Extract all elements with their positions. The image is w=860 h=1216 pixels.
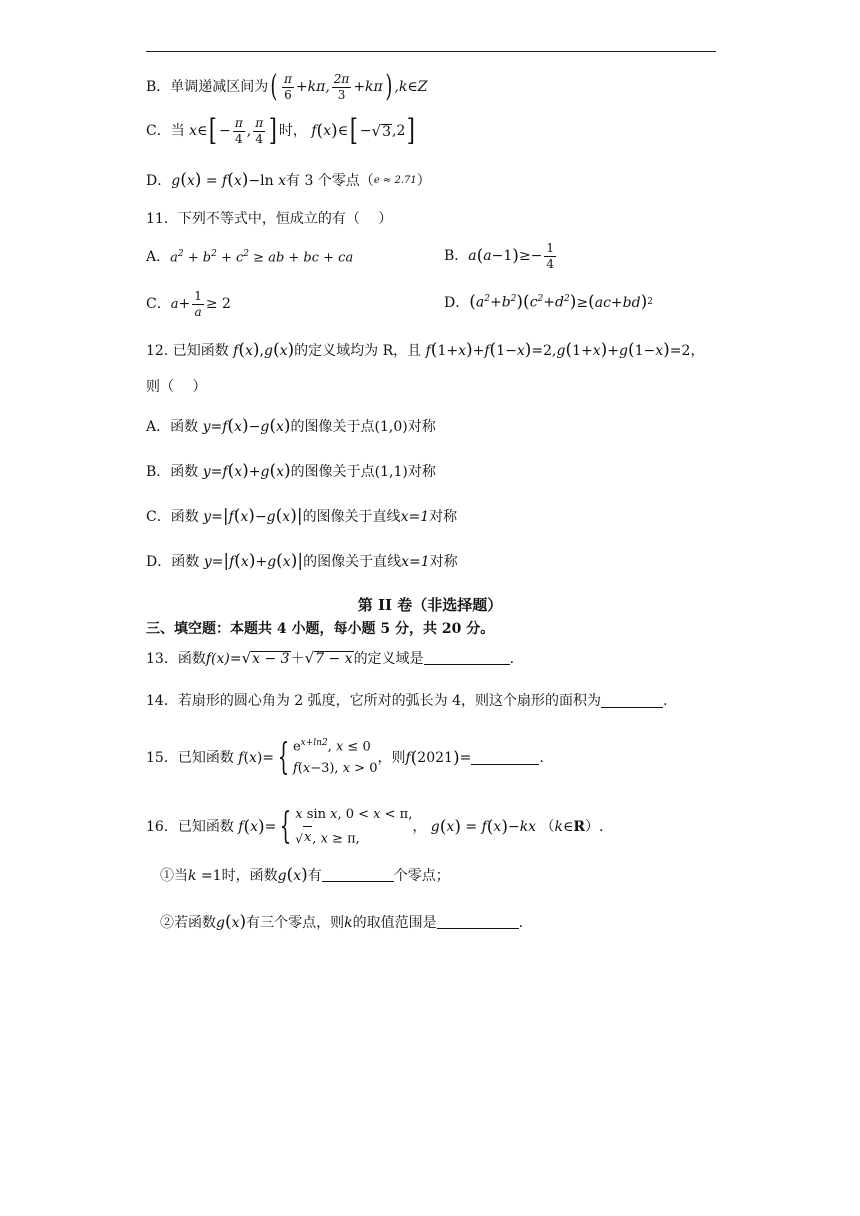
q12-a-tail: 的图像关于点 xyxy=(290,418,375,435)
q12-d-label: D．函数 xyxy=(146,553,200,570)
q12-b-label: B．函数 xyxy=(146,463,199,480)
q10-b-tail: ,k∈Z xyxy=(394,79,428,95)
q16-sub1-answer-blank[interactable] xyxy=(322,869,394,882)
q16-sub1-has: 有 xyxy=(307,867,322,884)
math-fraction: $\frac{2\pi}{3}$ xyxy=(333,71,350,102)
q13-end: . xyxy=(509,650,515,667)
math-paren: ) xyxy=(385,69,393,104)
q11-d-label: D． xyxy=(444,294,470,311)
q12-stem-line2-text: 则（ ） xyxy=(146,379,207,395)
q15-mid: ，则 xyxy=(377,750,406,767)
q16-mid: ， xyxy=(412,819,427,836)
math-fraction: $\frac{\pi}{4}$ xyxy=(255,115,264,146)
q16-sub2-mid: 有三个零点，则 xyxy=(246,914,345,931)
q13: 13．函数 f(x)= √ x − 3 ＋ √ 7 − x 的定义域是 . xyxy=(146,649,515,667)
q11-option-c: C． a + $\frac{1}{a}$ ≥ 2 xyxy=(146,289,231,319)
q12-a-point: (1,0) xyxy=(374,418,408,435)
q12-d-line: x=1 xyxy=(401,553,430,570)
q12-stem: 12. 已知函数 f ( x ) , g ( x ) 的定义域均为 R，且 f ( 1+ x ) + f ( 1− x ) =2, g ( 1+ x ) + g ( 1− x ) =2 ， xyxy=(146,340,705,360)
q12-stem-prefix: 12. 已知函数 xyxy=(146,342,229,359)
q11-option-a: A． $a^2 + b^2 + c^2$ ≥ ab + bc + ca xyxy=(146,249,354,266)
math-fraction: $\frac{\pi}{6}$ xyxy=(284,71,292,102)
q12-stem-mid: 的定义域均为 R，且 xyxy=(294,342,422,359)
math-bracket: ] xyxy=(268,113,278,148)
math-paren: ( xyxy=(270,69,278,104)
q12-a-sym: 对称 xyxy=(407,418,436,435)
q10-d-mid: 有 3 个零点（ xyxy=(286,172,374,189)
q11-option-b: B． a ( a −1 ) ≥− $\frac{1}{4}$ xyxy=(444,241,555,271)
q12-d-sym: 对称 xyxy=(429,553,458,570)
q12-c-label: C．函数 xyxy=(146,508,199,525)
q15: 15．已知函数 f ( x )= { $e^{x+ln2}$, x ≤ 0 f(x−3), x > 0 ，则 f ( 2021 ) = . xyxy=(146,736,544,781)
q11-a-label: A． xyxy=(146,249,171,266)
section-title: 第 II 卷（非选择题） xyxy=(357,596,503,614)
q11-stem xyxy=(146,212,392,226)
q16-sub2: ②若函数 g ( x ) 有三个零点，则 k 的取值范围是 . xyxy=(160,912,524,932)
q14-end: . xyxy=(662,693,668,709)
q13-suffix: 的定义域是 xyxy=(353,650,424,667)
q10-option-b: B．单调递减区间为 ( $\frac{\pi}{6}$ +kπ, $\frac{2\pi}{3}$ +kπ ) ,k∈Z xyxy=(146,69,428,104)
q16-sub1-end: 个零点； xyxy=(393,867,450,884)
q10-c-label: C．当 xyxy=(146,123,185,139)
math-brace: { xyxy=(277,737,290,779)
q14 xyxy=(146,694,667,708)
q10-d-label: D． xyxy=(146,172,172,189)
q10-d-close: ） xyxy=(416,172,431,189)
q12-option-a: A．函数 y = f ( x ) − g ( x ) 的图像关于点 (1,0) 对称 xyxy=(146,416,436,436)
q14-answer-blank[interactable] xyxy=(601,695,663,708)
q12-b-point: (1,1) xyxy=(374,463,408,480)
q16-sub2-prefix: ②若函数 xyxy=(160,914,216,931)
math-fraction: $\frac{1}{a}$ xyxy=(194,289,202,319)
q12-d-tail: 的图像关于直线 xyxy=(303,553,402,570)
q15-cases xyxy=(293,736,378,781)
math-bracket: [ xyxy=(209,113,218,148)
q15-answer-blank[interactable] xyxy=(471,752,539,765)
q12-stem-end: ， xyxy=(690,342,705,359)
q16-cases xyxy=(295,804,412,851)
q13-plus: ＋ xyxy=(290,650,305,667)
q11-c-label: C． xyxy=(146,296,171,313)
q16-sub1-mid: 时，函数 xyxy=(221,867,278,884)
q16-sub1: ①当 k =1 时，函数 g ( x ) 有 个零点； xyxy=(160,865,450,885)
q16-case2: √ x , x ≥ π, xyxy=(295,826,412,851)
math-fraction: $\frac{\pi}{4}$ xyxy=(234,115,243,146)
q16-sub2-answer-blank[interactable] xyxy=(437,916,519,929)
q13-prefix: 13．函数 xyxy=(146,650,206,667)
q13-fx: f(x)= xyxy=(205,650,242,667)
math-brace: { xyxy=(280,806,292,848)
section-heading: 三、填空题：本题共 4 小题，每小题 5 分，共 20 分。 xyxy=(146,621,495,637)
math-fraction: $\frac{1}{4}$ xyxy=(546,241,555,271)
header-rule xyxy=(146,51,716,52)
q10-b-label: B．单调递减区间为 xyxy=(146,79,269,95)
q15-case2: f(x−3), x > 0 xyxy=(292,761,378,777)
q10-c-mid: 时， xyxy=(278,123,307,139)
q16: 16．已知函数 f ( x ) = { x sin x, 0 < x < π, √ x , x ≥ π, ， g ( x ) = f ( x ) − kx （ k ∈ R ）. xyxy=(146,804,604,851)
q13-answer-blank[interactable] xyxy=(424,652,510,665)
q12-option-b: B．函数 y = f ( x ) + g ( x ) 的图像关于点 (1,1) 对称 xyxy=(146,461,436,481)
q12-c-sym: 对称 xyxy=(429,508,458,525)
q10-option-c: C．当 x ∈ [ − $\frac{\pi}{4}$ , $\frac{\pi}{4}$ ] 时， f ( x ) ∈ [ − √ 3 ,2 ] xyxy=(146,113,416,148)
q16-sub2-dot: . xyxy=(518,914,524,931)
q12-c-tail: 的图像关于直线 xyxy=(302,508,401,525)
q10-d-note: e ≈ 2.71 xyxy=(373,174,417,186)
q16-sub1-prefix: ①当 xyxy=(160,867,188,884)
q16-sub2-k: k xyxy=(344,914,353,931)
q12-stem-line2 xyxy=(146,380,206,394)
q12-option-d: D．函数 y = | f ( x ) + g ( x ) | 的图像关于直线 x=1 对称 xyxy=(146,551,458,571)
q12-a-label: A．函数 xyxy=(146,418,199,435)
q15-prefix: 15．已知函数 xyxy=(146,750,234,767)
q11-option-d: D． ( $a^2+b^2$ ) ( $c^2+d^2$ ) ≥ ( ac+bd ) 2 xyxy=(444,292,653,312)
q15-case1: $e^{x+ln2}$, x ≤ 0 xyxy=(292,738,371,755)
q16-prefix: 16．已知函数 xyxy=(146,819,234,836)
q12-option-c: C．函数 y = | f ( x ) − g ( x ) | 的图像关于直线 x=1 对称 xyxy=(146,506,458,526)
q10-option-d: D． g ( x ) = f ( x ) −ln x 有 3 个零点（ e ≈ 2.71 ） xyxy=(146,170,431,190)
q12-c-line: x=1 xyxy=(400,508,430,525)
q16-case1: x sin x, 0 < x < π, xyxy=(295,807,413,822)
q12-b-sym: 对称 xyxy=(407,463,436,480)
q15-end: . xyxy=(539,750,544,767)
q11-b-label: B． xyxy=(444,248,469,265)
q16-sub2-end: 的取值范围是 xyxy=(352,914,437,931)
q11-stem-text: 11．下列不等式中，恒成立的有（ ） xyxy=(146,211,393,227)
q14-text: 14．若扇形的圆心角为 2 弧度，它所对的弧长为 4，则这个扇形的面积为 xyxy=(146,693,601,709)
q12-b-tail: 的图像关于点 xyxy=(290,463,375,480)
